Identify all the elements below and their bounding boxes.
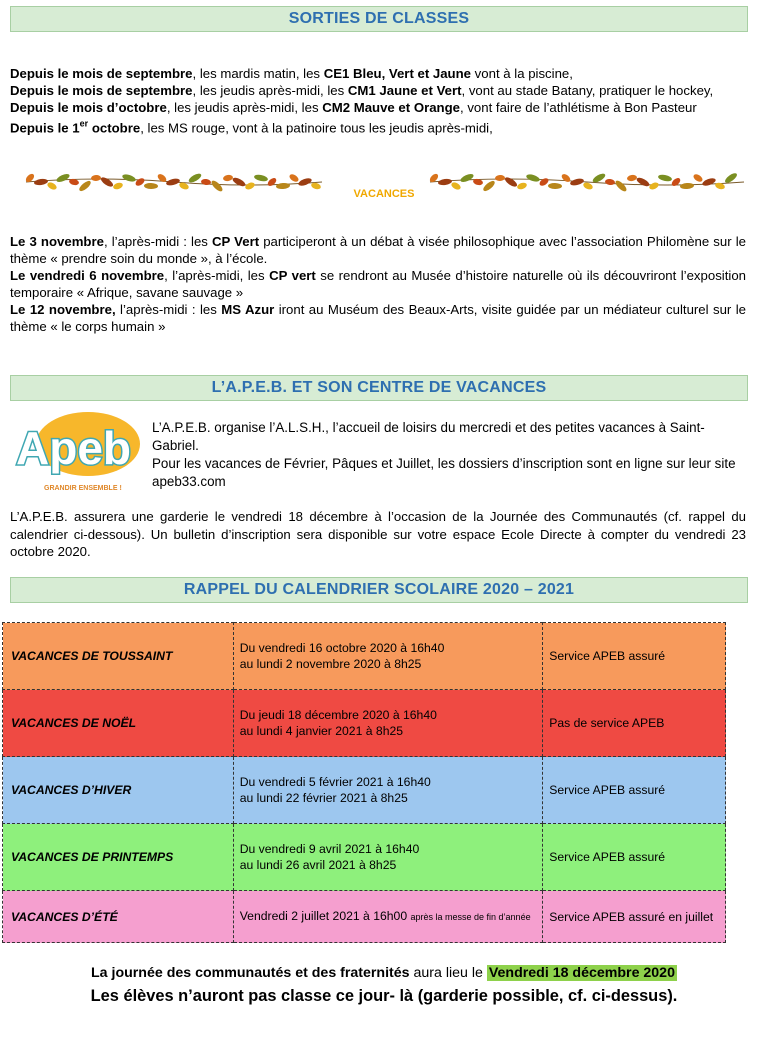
leaf-icon [525, 173, 540, 183]
calendar-row [3, 891, 726, 943]
leaf-icon [288, 173, 300, 183]
sortie-line: Depuis le mois d’octobre, les jeudis après-midi, les CM2 Mauve et Orange, vont faire de l’athlétisme à Bon Pasteur [10, 100, 697, 115]
date-highlight: Vendredi 18 décembre 2020 [488, 965, 675, 981]
leaf-icon [692, 173, 704, 183]
leaf-icon [55, 172, 70, 183]
leaf-icon [548, 183, 562, 189]
leaf-icon [635, 176, 650, 188]
leaf-icon [438, 178, 453, 186]
vacation-name: VACANCES DE PRINTEMPS [3, 824, 234, 891]
autumn-leaves-garland [428, 168, 746, 196]
vacation-dates: Du vendredi 9 avril 2021 à 16h40 au lundi 26 avril 2021 à 8h25 [233, 824, 543, 891]
apeb-service: Service APEB assuré en juillet [543, 891, 726, 943]
section-title-calendar: RAPPEL DU CALENDRIER SCOLAIRE 2020 – 2021 [10, 577, 748, 603]
outing-paragraph: Le 12 novembre, l’après-midi : les MS Azur iront au Muséum des Beaux-Arts, visite guidée par un médiateur culturel sur le thème « le corps humain » [10, 302, 746, 334]
leaf-icon [187, 172, 202, 184]
vacation-dates: Vendredi 2 juillet 2021 à 16h00 après la messe de fin d’année [233, 891, 543, 943]
apeb-garderie: L’A.P.E.B. assurera une garderie le vendredi 18 décembre à l’occasion de la Journée des Communautés (cf. rappel du calendrier ci-dessous). Un bulletin d’inscription sera disponible sur votre espace Ecole Directe à compter du vendredi 23 octobre 2020. [10, 509, 746, 559]
sortie-line: Depuis le mois de septembre, les jeudis après-midi, les CM1 Jaune et Vert, vont au stade Batany, pratiquer le hockey, [10, 83, 714, 98]
vacation-dates: Du vendredi 5 février 2021 à 16h40 au lundi 22 février 2021 à 8h25 [233, 757, 543, 824]
calendar-row [3, 623, 726, 690]
vacation-dates: Du vendredi 16 octobre 2020 à 16h40 au lundi 2 novembre 2020 à 8h25 [233, 623, 543, 690]
apeb-service: Service APEB assuré [543, 824, 726, 891]
calendar-row [3, 824, 726, 891]
outing-paragraph: Le vendredi 6 novembre, l’après-midi, les CP vert se rendront au Musée d’histoire naturelle où ils découvriront l’exposition temporaire « Afrique, savane sauvage » [10, 268, 746, 300]
vacation-name: VACANCES D’HIVER [3, 757, 234, 824]
leaf-icon [648, 181, 660, 191]
november-outings [10, 233, 746, 335]
leaf-icon [91, 175, 101, 182]
leaf-icon [701, 177, 716, 187]
leaf-icon [627, 174, 638, 181]
section-title-sorties: SORTIES DE CLASSES [10, 6, 748, 32]
leaf-icon [614, 179, 628, 193]
section-title-apeb: L’A.P.E.B. ET SON CENTRE DE VACANCES [10, 375, 748, 401]
apeb-service: Service APEB assuré [543, 623, 726, 690]
leaf-icon [254, 174, 269, 183]
footer-no-school: Les élèves n’auront pas classe ce jour- là (garderie possible, cf. ci-dessus). [90, 987, 678, 1005]
sortie-line: Depuis le mois de septembre, les mardis matin, les CE1 Bleu, Vert et Jaune vont à la piscine, [10, 66, 573, 81]
leaf-icon [223, 174, 234, 181]
vacation-name: VACANCES DE TOUSSAINT [3, 623, 234, 690]
vacation-name: VACANCES DE NOËL [3, 690, 234, 757]
svg-text:Apeb: Apeb [16, 422, 131, 474]
leaf-icon [495, 175, 505, 182]
apeb-intro: L’A.P.E.B. organise l’A.L.S.H., l’accueil de loisirs du mercredi et des petites vacances à Saint-Gabriel. Pour les vacances de Février, Pâques et Juillet, les dossiers d’inscription sont en ligne sur leur site apeb33.com [152, 419, 748, 491]
calendar-row [3, 757, 726, 824]
leaf-icon [504, 176, 519, 189]
leaf-icon [34, 178, 49, 186]
apeb-service: Pas de service APEB [543, 690, 726, 757]
apeb-service: Service APEB assuré [543, 757, 726, 824]
calendar-row [3, 690, 726, 757]
leaf-icon [605, 178, 616, 185]
leaf-icon [482, 179, 497, 193]
leaf-icon [450, 181, 462, 191]
vacation-name: VACANCES D’ÉTÉ [3, 891, 234, 943]
apeb-logo [6, 408, 142, 494]
sorties-list [10, 65, 746, 136]
leaf-icon [560, 173, 572, 184]
leaf-icon [569, 177, 584, 186]
svg-text:GRANDIR ENSEMBLE !: GRANDIR ENSEMBLE ! [44, 485, 122, 492]
school-calendar-table [2, 622, 726, 943]
sortie-line: Depuis le 1er octobre, les MS rouge, vont à la patinoire tous les jeudis après-midi, [10, 119, 493, 136]
leaf-icon [670, 176, 681, 187]
outing-paragraph: Le 3 novembre, l’après-midi : les CP Vert participeront à un débat à visée philosophique avec l’association Philomène sur le thème « prendre soin du monde », à l’école. [10, 234, 746, 266]
vacances-label: VACANCES [353, 188, 415, 200]
leaf-icon [680, 183, 694, 190]
leaf-icon [658, 174, 673, 183]
footer-announcement: La journée des communautés et des fraternités aura lieu le Vendredi 18 décembre 2020 [91, 965, 675, 981]
leaf-icon [121, 173, 136, 183]
leaf-icon [516, 182, 527, 191]
apeb-website: apeb33.com [152, 474, 226, 489]
vacation-dates: Du jeudi 18 décembre 2020 à 16h40 au lundi 4 janvier 2021 à 8h25 [233, 690, 543, 757]
leaf-icon [459, 172, 474, 183]
